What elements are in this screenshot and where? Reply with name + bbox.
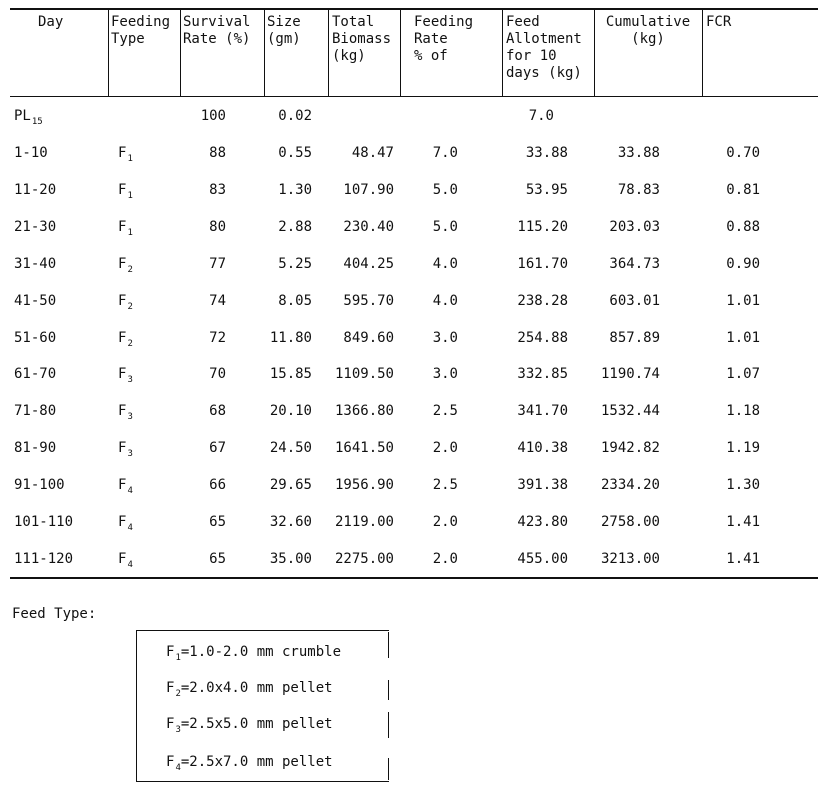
day-base-text: PL bbox=[14, 108, 31, 124]
feed-type-subscript: 3 bbox=[127, 375, 133, 386]
cell-cumulative: 2758.00 bbox=[600, 514, 660, 530]
cell-feeding-rate: 2.0 bbox=[432, 550, 458, 567]
cell-size: 29.65 bbox=[269, 477, 312, 494]
cell-fcr: 0.70 bbox=[726, 145, 760, 161]
cell-allotment: 423.80 bbox=[517, 514, 568, 530]
day-subscript: 15 bbox=[31, 117, 43, 127]
table-bottom-rule bbox=[10, 577, 818, 579]
header-feed-allotment: Feed Allotment for 10 days (kg) bbox=[506, 14, 582, 81]
cell-survival: 72 bbox=[209, 329, 226, 346]
table-row bbox=[10, 514, 818, 534]
cell-feeding-type bbox=[118, 514, 158, 533]
cell-fcr: 1.01 bbox=[726, 329, 760, 346]
cell-allotment: 341.70 bbox=[517, 403, 568, 420]
cell-day: 21-30 bbox=[14, 218, 57, 235]
cell-feeding-type bbox=[118, 292, 158, 312]
cell-biomass: 1956.90 bbox=[334, 477, 394, 494]
feed-type-subscript: 2 bbox=[127, 338, 133, 349]
feed-type-base: F bbox=[118, 514, 127, 530]
cell-biomass: 1641.50 bbox=[334, 440, 394, 457]
cell-size: 32.60 bbox=[269, 514, 312, 530]
header-feeding-rate: Feeding Rate % of bbox=[414, 14, 474, 64]
cell-fcr: 1.18 bbox=[726, 403, 760, 420]
table-row bbox=[10, 219, 818, 239]
cell-feeding-rate: 5.0 bbox=[432, 181, 458, 198]
table-row bbox=[10, 145, 818, 165]
legend-item-subscript: 1 bbox=[175, 653, 181, 663]
cell-cumulative: 33.88 bbox=[617, 145, 660, 161]
legend-box-right-edge bbox=[388, 712, 389, 738]
header-day: Day bbox=[38, 14, 64, 30]
cell-allotment: 238.28 bbox=[517, 292, 568, 309]
cell-feeding-rate: 4.0 bbox=[432, 292, 458, 309]
cell-survival: 67 bbox=[209, 440, 226, 457]
cell-allotment: 254.88 bbox=[517, 329, 568, 346]
cell-day bbox=[14, 108, 43, 127]
cell-cumulative: 603.01 bbox=[609, 292, 660, 309]
feed-type-base: F bbox=[118, 145, 127, 161]
cell-feeding-rate: 2.0 bbox=[432, 514, 458, 530]
legend-box-right-edge bbox=[388, 632, 389, 658]
legend-item-subscript: 2 bbox=[175, 689, 181, 699]
cell-size: 15.85 bbox=[269, 366, 312, 383]
cell-fcr: 1.41 bbox=[726, 550, 760, 567]
cell-cumulative: 3213.00 bbox=[600, 550, 660, 567]
cell-feeding-type bbox=[118, 218, 158, 238]
cell-survival: 68 bbox=[209, 403, 226, 420]
feed-type-subscript: 1 bbox=[127, 154, 133, 164]
feed-type-base: F bbox=[118, 255, 127, 272]
cell-cumulative: 2334.20 bbox=[600, 477, 660, 494]
cell-feeding-type bbox=[118, 255, 158, 275]
cell-cumulative: 78.83 bbox=[617, 181, 660, 198]
cell-day: 61-70 bbox=[14, 366, 57, 383]
cell-size: 20.10 bbox=[269, 403, 312, 420]
feed-type-base: F bbox=[118, 550, 127, 567]
legend-item-base: F bbox=[166, 680, 175, 696]
header-feeding-type: Feeding Type bbox=[111, 14, 171, 47]
cell-allotment: 455.00 bbox=[517, 550, 568, 567]
feed-type-base: F bbox=[118, 366, 127, 383]
cell-fcr: 1.07 bbox=[726, 366, 760, 383]
cell-allotment: 410.38 bbox=[517, 440, 568, 457]
feed-type-subscript: 3 bbox=[127, 412, 133, 423]
legend-item-text: =2.0x4.0 mm pellet bbox=[180, 680, 333, 696]
cell-survival: 70 bbox=[209, 366, 226, 383]
header-divider bbox=[702, 10, 703, 96]
cell-day: 31-40 bbox=[14, 255, 57, 272]
table-row bbox=[10, 330, 818, 350]
cell-cumulative: 203.03 bbox=[609, 218, 660, 235]
cell-day: 51-60 bbox=[14, 329, 57, 346]
cell-feeding-type bbox=[118, 145, 158, 164]
legend-title: Feed Type: bbox=[12, 606, 97, 622]
cell-fcr: 0.81 bbox=[726, 181, 760, 198]
cell-survival: 83 bbox=[209, 181, 226, 198]
cell-feeding-type bbox=[118, 181, 158, 201]
cell-biomass: 1109.50 bbox=[334, 366, 394, 383]
header-divider bbox=[180, 10, 181, 96]
cell-feeding-type bbox=[118, 366, 158, 386]
cell-day: 41-50 bbox=[14, 292, 57, 309]
legend-box-right-edge bbox=[388, 758, 389, 780]
cell-size: 0.02 bbox=[278, 108, 312, 124]
cell-biomass: 230.40 bbox=[343, 218, 394, 235]
feed-type-subscript: 4 bbox=[127, 486, 133, 497]
cell-allotment: 115.20 bbox=[517, 218, 568, 235]
cell-size: 24.50 bbox=[269, 440, 312, 457]
legend-item bbox=[166, 754, 333, 773]
cell-feeding-type bbox=[118, 550, 158, 570]
cell-fcr: 1.30 bbox=[726, 477, 760, 494]
cell-allotment: 332.85 bbox=[517, 366, 568, 383]
cell-day: 81-90 bbox=[14, 440, 57, 457]
header-bottom-rule bbox=[10, 96, 818, 97]
cell-allotment: 53.95 bbox=[525, 181, 568, 198]
legend-item bbox=[166, 680, 333, 699]
cell-biomass: 595.70 bbox=[343, 292, 394, 309]
cell-day: 71-80 bbox=[14, 403, 57, 420]
cell-size: 35.00 bbox=[269, 550, 312, 567]
header-total-biomass: Total Biomass (kg) bbox=[332, 14, 392, 64]
legend-item bbox=[166, 644, 342, 663]
cell-survival: 66 bbox=[209, 477, 226, 494]
cell-size: 2.88 bbox=[278, 218, 312, 235]
cell-feeding-rate: 2.0 bbox=[432, 440, 458, 457]
table-row bbox=[10, 403, 818, 423]
cell-cumulative: 364.73 bbox=[609, 255, 660, 272]
cell-cumulative: 1942.82 bbox=[600, 440, 660, 457]
feed-type-base: F bbox=[118, 403, 127, 420]
header-cumulative: Cumulative (kg) bbox=[605, 14, 691, 47]
cell-allotment: 161.70 bbox=[517, 255, 568, 272]
cell-size: 5.25 bbox=[278, 255, 312, 272]
cell-survival: 88 bbox=[209, 145, 226, 161]
cell-size: 1.30 bbox=[278, 181, 312, 198]
header-size: Size (gm) bbox=[267, 14, 301, 47]
cell-fcr: 1.01 bbox=[726, 292, 760, 309]
cell-biomass: 2119.00 bbox=[334, 514, 394, 530]
cell-allotment: 7.0 bbox=[528, 108, 554, 124]
table-row bbox=[10, 256, 818, 276]
cell-fcr: 0.90 bbox=[726, 255, 760, 272]
cell-day: 1-10 bbox=[14, 145, 48, 161]
cell-size: 0.55 bbox=[278, 145, 312, 161]
cell-feeding-rate: 4.0 bbox=[432, 255, 458, 272]
cell-survival: 100 bbox=[200, 108, 226, 124]
cell-biomass: 48.47 bbox=[351, 145, 394, 161]
cell-day: 11-20 bbox=[14, 181, 57, 198]
cell-fcr: 1.19 bbox=[726, 440, 760, 457]
header-divider bbox=[328, 10, 329, 96]
cell-biomass: 1366.80 bbox=[334, 403, 394, 420]
cell-feeding-type bbox=[118, 440, 158, 460]
feed-type-base: F bbox=[118, 181, 127, 198]
table-row bbox=[10, 551, 818, 571]
feed-type-base: F bbox=[118, 292, 127, 309]
cell-day: 101-110 bbox=[14, 514, 74, 530]
cell-feeding-type bbox=[118, 403, 158, 423]
cell-feeding-type bbox=[118, 329, 158, 349]
feed-type-base: F bbox=[118, 440, 127, 457]
feed-type-subscript: 4 bbox=[127, 523, 133, 533]
feed-type-subscript: 3 bbox=[127, 449, 133, 460]
feed-type-subscript: 1 bbox=[127, 190, 133, 201]
cell-survival: 65 bbox=[209, 550, 226, 567]
table-row bbox=[10, 477, 818, 497]
cell-survival: 80 bbox=[209, 218, 226, 235]
legend-item-text: =2.5x5.0 mm pellet bbox=[180, 716, 333, 732]
cell-size: 8.05 bbox=[278, 292, 312, 309]
header-divider bbox=[264, 10, 265, 96]
legend-item-base: F bbox=[166, 644, 175, 660]
cell-day: 111-120 bbox=[14, 550, 74, 567]
legend-item-text: =2.5x7.0 mm pellet bbox=[180, 754, 333, 770]
header-divider bbox=[108, 10, 109, 96]
cell-cumulative: 1190.74 bbox=[600, 366, 660, 383]
feed-type-subscript: 2 bbox=[127, 264, 133, 275]
cell-feeding-type bbox=[118, 477, 158, 497]
feed-type-subscript: 4 bbox=[127, 559, 133, 570]
cell-survival: 65 bbox=[209, 514, 226, 530]
feed-type-base: F bbox=[118, 218, 127, 235]
table-row bbox=[10, 440, 818, 460]
cell-day: 91-100 bbox=[14, 477, 65, 494]
cell-survival: 77 bbox=[209, 255, 226, 272]
header-divider bbox=[502, 10, 503, 96]
cell-allotment: 391.38 bbox=[517, 477, 568, 494]
cell-biomass: 849.60 bbox=[343, 329, 394, 346]
header-fcr: FCR bbox=[706, 14, 732, 30]
cell-fcr: 1.41 bbox=[726, 514, 760, 530]
table-row bbox=[10, 182, 818, 202]
legend-item bbox=[166, 716, 333, 735]
legend-item-text: =1.0-2.0 mm crumble bbox=[180, 644, 342, 660]
cell-feeding-rate: 3.0 bbox=[432, 366, 458, 383]
cell-fcr: 0.88 bbox=[726, 218, 760, 235]
table-row-initial bbox=[10, 108, 818, 128]
cell-biomass: 2275.00 bbox=[334, 550, 394, 567]
cell-feeding-rate: 7.0 bbox=[432, 145, 458, 161]
cell-cumulative: 1532.44 bbox=[600, 403, 660, 420]
legend-item-base: F bbox=[166, 716, 175, 732]
legend-item-subscript: 3 bbox=[175, 725, 181, 735]
cell-cumulative: 857.89 bbox=[609, 329, 660, 346]
cell-feeding-rate: 3.0 bbox=[432, 329, 458, 346]
cell-biomass: 404.25 bbox=[343, 255, 394, 272]
cell-survival: 74 bbox=[209, 292, 226, 309]
feed-type-subscript: 1 bbox=[127, 227, 133, 238]
cell-feeding-rate: 2.5 bbox=[432, 477, 458, 494]
cell-feeding-rate: 5.0 bbox=[432, 218, 458, 235]
cell-feeding-rate: 2.5 bbox=[432, 403, 458, 420]
legend-item-base: F bbox=[166, 754, 175, 770]
table-row bbox=[10, 366, 818, 386]
legend-item-subscript: 4 bbox=[175, 763, 181, 773]
header-survival-rate: Survival Rate (%) bbox=[183, 14, 251, 47]
header-divider bbox=[594, 10, 595, 96]
table-row bbox=[10, 293, 818, 313]
cell-biomass: 107.90 bbox=[343, 181, 394, 198]
cell-allotment: 33.88 bbox=[525, 145, 568, 161]
table-top-rule bbox=[10, 8, 818, 10]
header-divider bbox=[400, 10, 401, 96]
legend-box-right-edge bbox=[388, 680, 389, 700]
feed-type-subscript: 2 bbox=[127, 301, 133, 312]
feed-type-base: F bbox=[118, 329, 127, 346]
cell-size: 11.80 bbox=[269, 329, 312, 346]
feed-type-base: F bbox=[118, 477, 127, 494]
